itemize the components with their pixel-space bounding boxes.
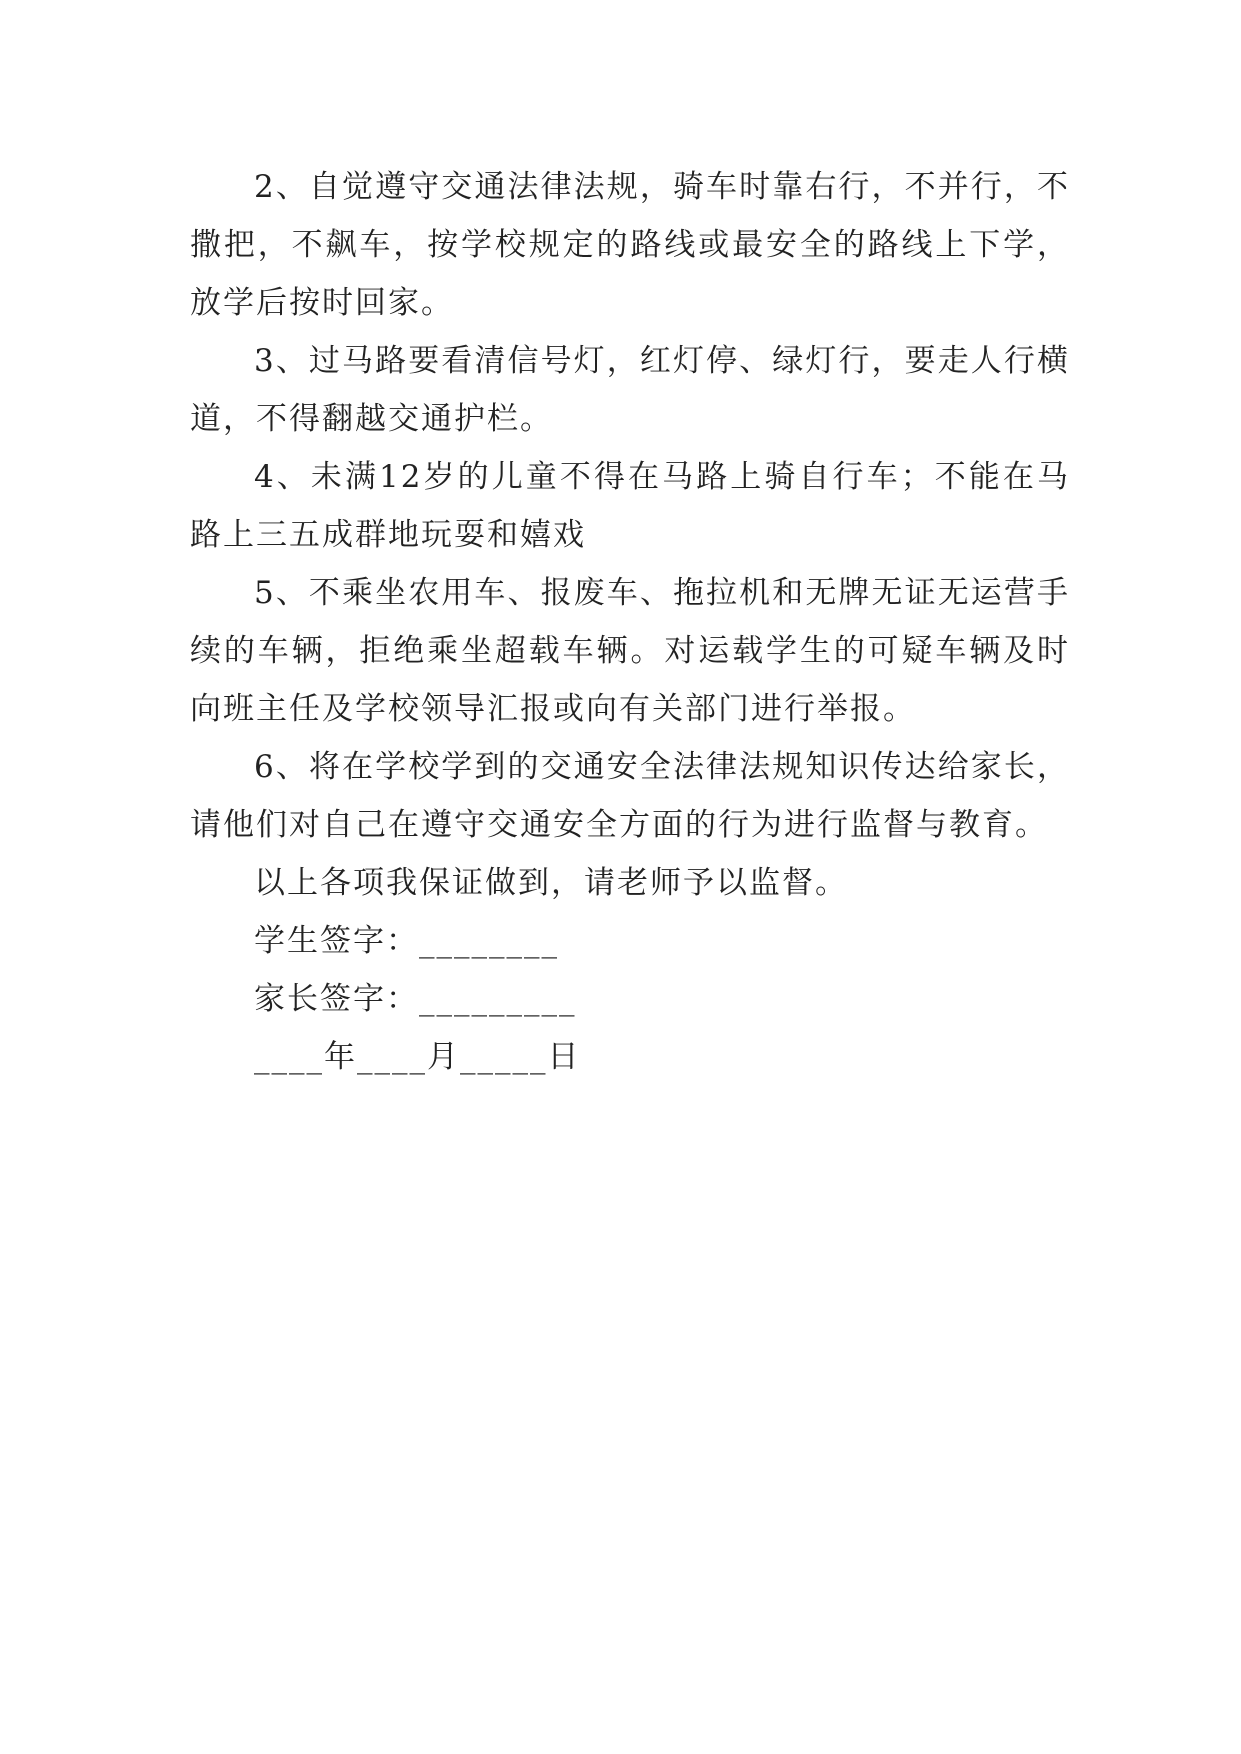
paragraph-item-5: 5、不乘坐农用车、报废车、拖拉机和无牌无证无运营手续的车辆，拒绝乘坐超载车辆。对运载学生的可疑车辆及时向班主任及学校领导汇报或向有关部门进行举报。 (190, 575, 1070, 727)
paragraph-item-6: 6、将在学校学到的交通安全法律法规知识传达给家长，请他们对自己在遵守交通安全方面的行为进行监督与教育。 (190, 749, 1070, 843)
document-body (190, 158, 1070, 1086)
date-line: ____年____月_____日 (254, 1039, 581, 1075)
parent-signature-line: 家长签字：_________ (254, 981, 577, 1017)
paragraph-item-4: 4、未满12岁的儿童不得在马路上骑自行车；不能在马路上三五成群地玩耍和嬉戏 (190, 459, 1070, 553)
closing-statement: 以上各项我保证做到，请老师予以监督。 (254, 865, 848, 901)
student-signature-line: 学生签字：________ (254, 923, 559, 959)
paragraph-item-2: 2、自觉遵守交通法律法规，骑车时靠右行，不并行，不撒把，不飙车，按学校规定的路线或最安全的路线上下学，放学后按时回家。 (190, 169, 1070, 321)
paragraph-item-3: 3、过马路要看清信号灯，红灯停、绿灯行，要走人行横道，不得翻越交通护栏。 (190, 343, 1070, 437)
